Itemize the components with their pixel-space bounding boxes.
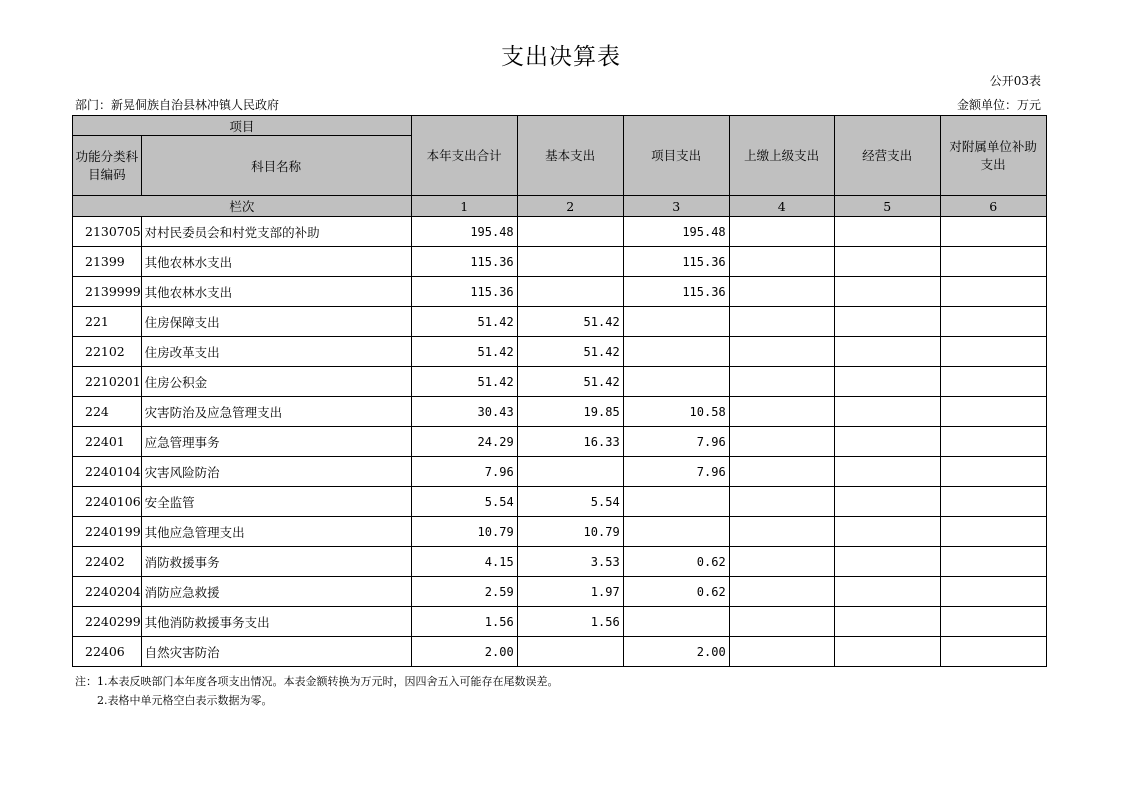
amount-cell (517, 457, 623, 487)
amount-cell (517, 217, 623, 247)
func-code-cell: 2240106 (73, 487, 142, 517)
amount-cell: 2.00 (411, 637, 517, 667)
amount-cell: 3.53 (517, 547, 623, 577)
subject-name-cell: 其他消防救援事务支出 (141, 607, 411, 637)
amount-cell (729, 577, 834, 607)
func-code-cell: 2240199 (73, 517, 142, 547)
amount-cell (940, 457, 1046, 487)
amount-cell (623, 307, 729, 337)
func-code-cell: 2240299 (73, 607, 142, 637)
amount-cell: 10.79 (517, 517, 623, 547)
amount-cell: 5.54 (517, 487, 623, 517)
amount-cell (729, 337, 834, 367)
expenditure-table (72, 115, 1047, 667)
func-code-cell: 22102 (73, 337, 142, 367)
amount-cell (623, 607, 729, 637)
header-func-code: 功能分类科目编码 (73, 136, 142, 196)
amount-cell: 51.42 (411, 307, 517, 337)
amount-unit-label: 金额单位：万元 (956, 98, 1041, 112)
amount-cell: 115.36 (411, 247, 517, 277)
amount-cell (729, 547, 834, 577)
amount-cell (729, 517, 834, 547)
subject-name-cell: 应急管理事务 (141, 427, 411, 457)
amount-cell: 4.15 (411, 547, 517, 577)
table-row (73, 277, 1047, 307)
amount-cell (940, 247, 1046, 277)
header-item: 项目 (73, 116, 412, 136)
amount-cell: 16.33 (517, 427, 623, 457)
amount-cell (940, 367, 1046, 397)
header-col-business: 经营支出 (834, 116, 940, 196)
header-subject-name: 科目名称 (141, 136, 411, 196)
amount-cell (940, 337, 1046, 367)
form-number: 公开03表 (989, 74, 1041, 88)
amount-cell: 2.59 (411, 577, 517, 607)
amount-cell: 115.36 (623, 247, 729, 277)
subject-name-cell: 住房改革支出 (141, 337, 411, 367)
amount-cell (834, 487, 940, 517)
header-col-num: 1 (411, 196, 517, 217)
subject-name-cell: 安全监管 (141, 487, 411, 517)
header-row-index: 栏次 (73, 196, 412, 217)
amount-cell (623, 487, 729, 517)
amount-cell (517, 277, 623, 307)
amount-cell (834, 517, 940, 547)
amount-cell: 195.48 (411, 217, 517, 247)
amount-cell (940, 397, 1046, 427)
header-col-num: 6 (940, 196, 1046, 217)
amount-cell (729, 247, 834, 277)
table-row (73, 217, 1047, 247)
amount-cell (940, 217, 1046, 247)
amount-cell: 7.96 (623, 427, 729, 457)
amount-cell: 0.62 (623, 577, 729, 607)
amount-cell: 7.96 (411, 457, 517, 487)
amount-cell (834, 307, 940, 337)
amount-cell (940, 577, 1046, 607)
amount-cell (729, 277, 834, 307)
amount-cell (834, 277, 940, 307)
amount-cell (623, 517, 729, 547)
subject-name-cell: 自然灾害防治 (141, 637, 411, 667)
note-line-2: 2.表格中单元格空白表示数据为零。 (97, 694, 273, 707)
func-code-cell: 21399 (73, 247, 142, 277)
amount-cell: 0.62 (623, 547, 729, 577)
amount-cell (940, 517, 1046, 547)
amount-cell: 1.56 (517, 607, 623, 637)
amount-cell (834, 457, 940, 487)
amount-cell (729, 427, 834, 457)
amount-cell (940, 427, 1046, 457)
amount-cell (834, 397, 940, 427)
amount-cell (834, 247, 940, 277)
amount-cell: 5.54 (411, 487, 517, 517)
amount-cell (729, 607, 834, 637)
table-row (73, 607, 1047, 637)
amount-cell (940, 637, 1046, 667)
subject-name-cell: 灾害防治及应急管理支出 (141, 397, 411, 427)
table-row (73, 487, 1047, 517)
amount-cell (729, 457, 834, 487)
amount-cell (729, 397, 834, 427)
amount-cell (834, 367, 940, 397)
amount-cell (729, 367, 834, 397)
amount-cell (834, 337, 940, 367)
header-col-num: 3 (623, 196, 729, 217)
table-row (73, 307, 1047, 337)
header-col-num: 4 (729, 196, 834, 217)
subject-name-cell: 对村民委员会和村党支部的补助 (141, 217, 411, 247)
header-col-subsidy: 对附属单位补助支出 (940, 116, 1046, 196)
table-row (73, 457, 1047, 487)
header-col-project: 项目支出 (623, 116, 729, 196)
header-col-total: 本年支出合计 (411, 116, 517, 196)
subject-name-cell: 消防应急救援 (141, 577, 411, 607)
note-line-1: 注：1.本表反映部门本年度各项支出情况。本表金额转换为万元时，因四舍五入可能存在尾数误差。 (75, 675, 559, 688)
func-code-cell: 221 (73, 307, 142, 337)
func-code-cell: 2240204 (73, 577, 142, 607)
amount-cell (940, 547, 1046, 577)
table-row (73, 517, 1047, 547)
table-row (73, 577, 1047, 607)
subject-name-cell: 其他应急管理支出 (141, 517, 411, 547)
amount-cell (729, 217, 834, 247)
amount-cell: 2.00 (623, 637, 729, 667)
subject-name-cell: 住房保障支出 (141, 307, 411, 337)
amount-cell: 10.79 (411, 517, 517, 547)
subject-name-cell: 灾害风险防治 (141, 457, 411, 487)
table-row (73, 637, 1047, 667)
page-title: 支出决算表 (501, 44, 621, 70)
table-row (73, 247, 1047, 277)
amount-cell: 51.42 (411, 337, 517, 367)
func-code-cell: 2130705 (73, 217, 142, 247)
amount-cell (517, 637, 623, 667)
amount-cell: 1.56 (411, 607, 517, 637)
amount-cell (517, 247, 623, 277)
amount-cell: 115.36 (411, 277, 517, 307)
amount-cell: 1.97 (517, 577, 623, 607)
header-col-basic: 基本支出 (517, 116, 623, 196)
amount-cell: 51.42 (517, 337, 623, 367)
amount-cell (834, 607, 940, 637)
amount-cell (834, 217, 940, 247)
amount-cell (834, 637, 940, 667)
func-code-cell: 22401 (73, 427, 142, 457)
func-code-cell: 2210201 (73, 367, 142, 397)
amount-cell (729, 487, 834, 517)
header-col-num: 2 (517, 196, 623, 217)
amount-cell (623, 367, 729, 397)
amount-cell: 10.58 (623, 397, 729, 427)
amount-cell: 115.36 (623, 277, 729, 307)
amount-cell (834, 577, 940, 607)
amount-cell: 51.42 (411, 367, 517, 397)
header-col-upper: 上缴上级支出 (729, 116, 834, 196)
amount-cell (940, 487, 1046, 517)
header-col-num: 5 (834, 196, 940, 217)
department-label: 部门：新晃侗族自治县林冲镇人民政府 (75, 98, 280, 112)
amount-cell: 30.43 (411, 397, 517, 427)
subject-name-cell: 其他农林水支出 (141, 277, 411, 307)
amount-cell (623, 337, 729, 367)
func-code-cell: 22402 (73, 547, 142, 577)
subject-name-cell: 住房公积金 (141, 367, 411, 397)
table-row (73, 397, 1047, 427)
table-row (73, 427, 1047, 457)
func-code-cell: 2139999 (73, 277, 142, 307)
amount-cell (940, 607, 1046, 637)
subject-name-cell: 消防救援事务 (141, 547, 411, 577)
table-row (73, 547, 1047, 577)
amount-cell (834, 547, 940, 577)
table-row (73, 367, 1047, 397)
amount-cell: 51.42 (517, 307, 623, 337)
amount-cell (729, 637, 834, 667)
func-code-cell: 224 (73, 397, 142, 427)
func-code-cell: 2240104 (73, 457, 142, 487)
amount-cell: 19.85 (517, 397, 623, 427)
amount-cell: 24.29 (411, 427, 517, 457)
amount-cell (729, 307, 834, 337)
amount-cell: 195.48 (623, 217, 729, 247)
amount-cell: 7.96 (623, 457, 729, 487)
amount-cell: 51.42 (517, 367, 623, 397)
table-row (73, 337, 1047, 367)
subject-name-cell: 其他农林水支出 (141, 247, 411, 277)
amount-cell (940, 277, 1046, 307)
amount-cell (834, 427, 940, 457)
func-code-cell: 22406 (73, 637, 142, 667)
amount-cell (940, 307, 1046, 337)
